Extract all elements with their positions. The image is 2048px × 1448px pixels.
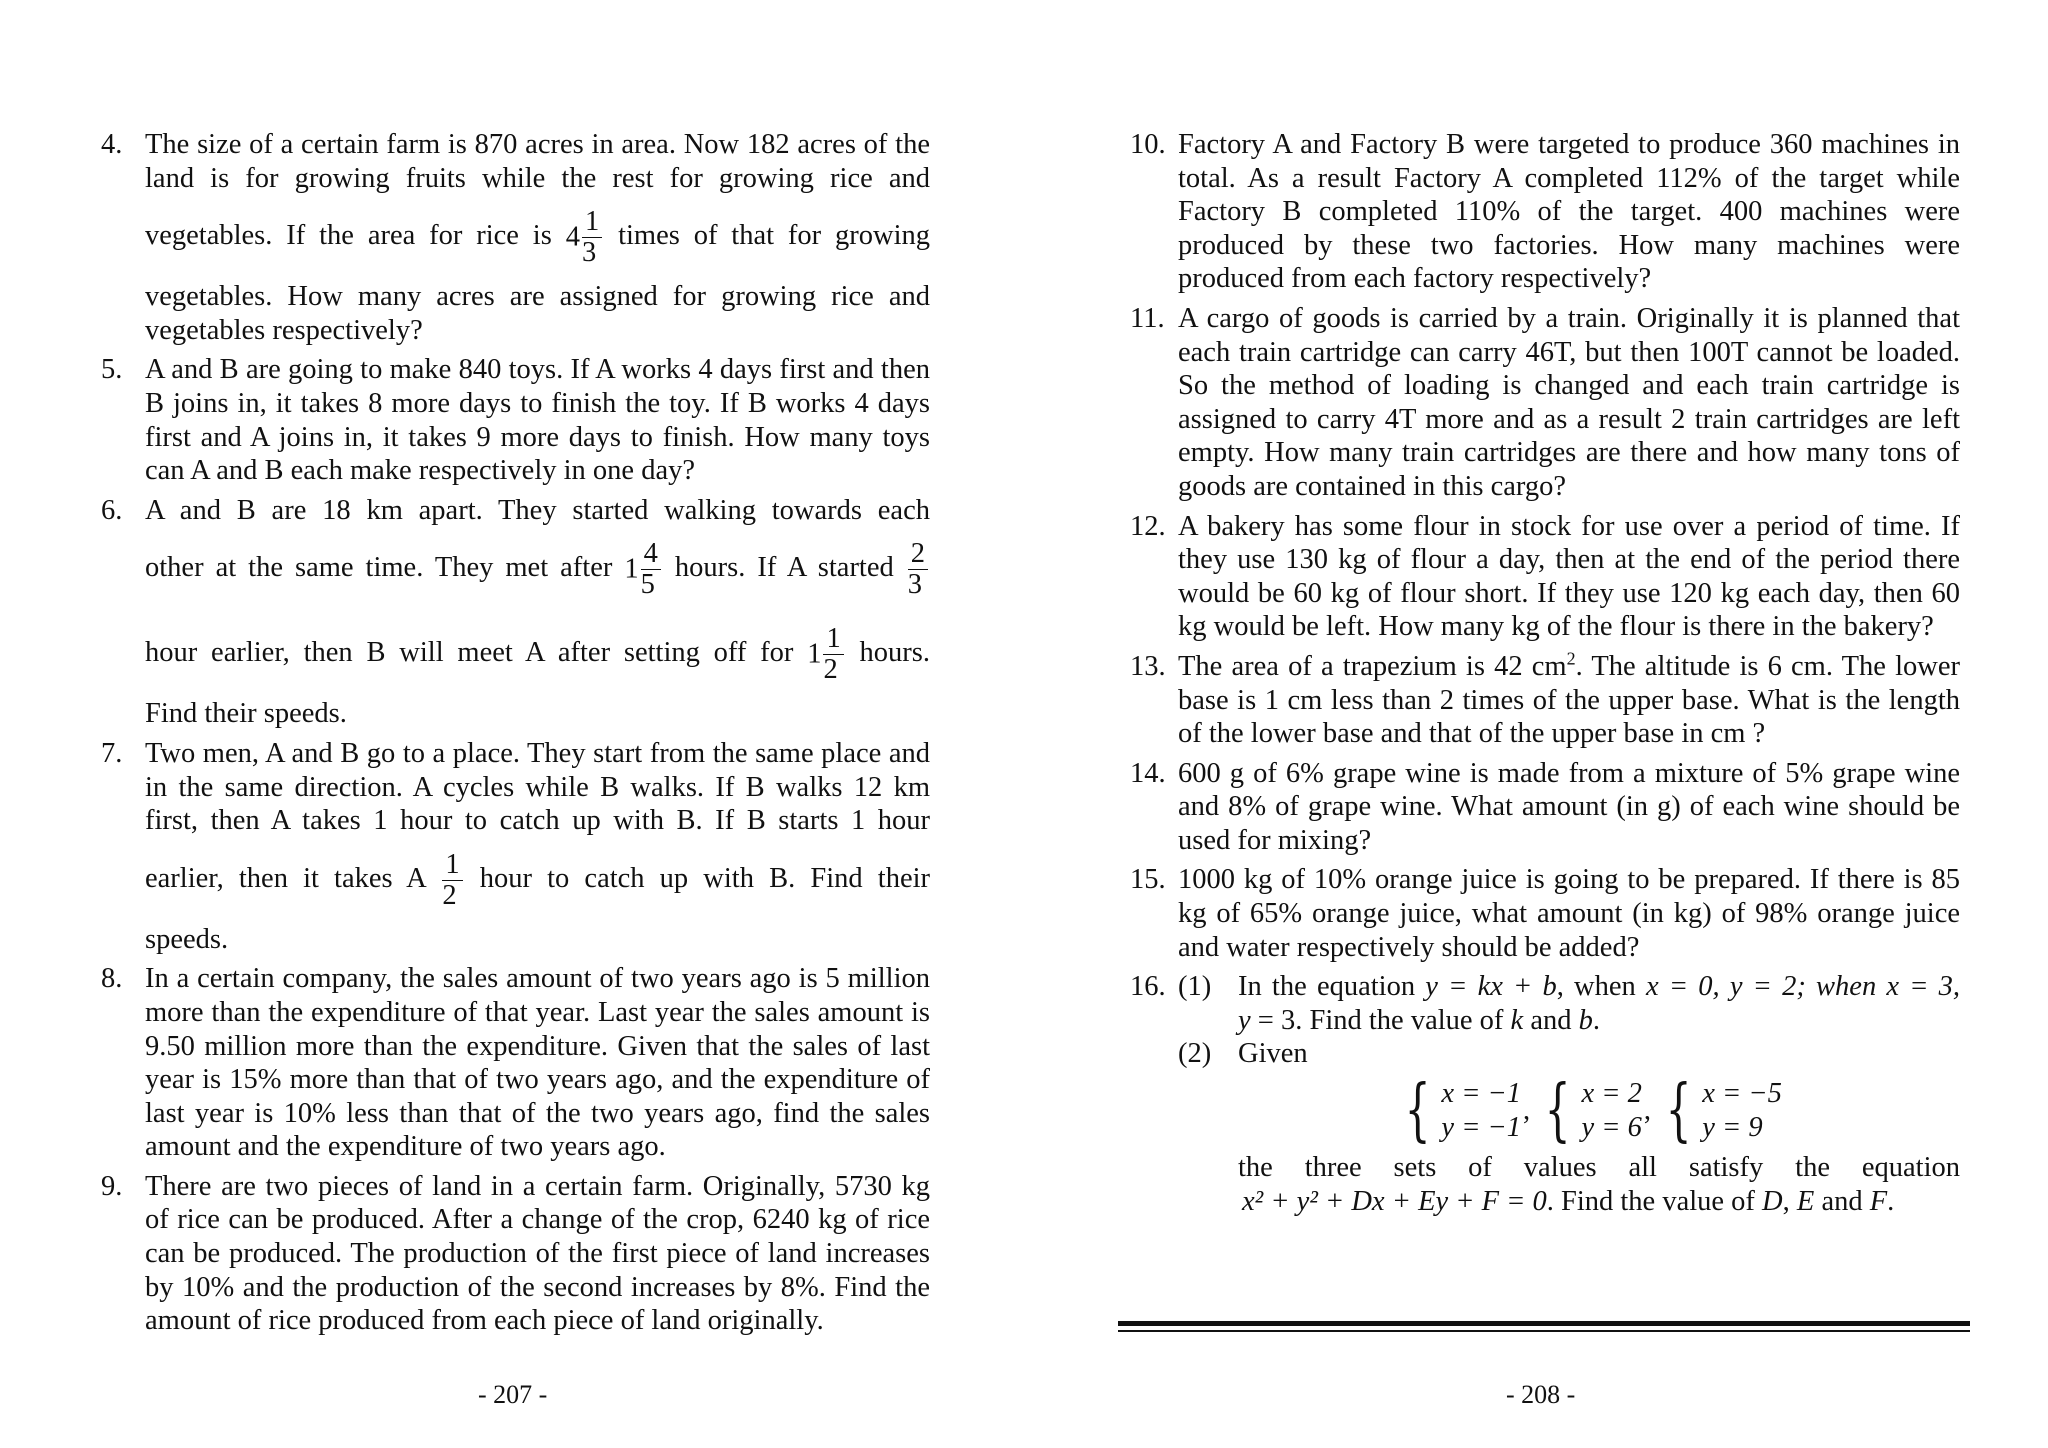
part-label: (1) <box>1178 971 1212 1003</box>
brace-icon: { <box>1544 1071 1571 1151</box>
variable: E <box>1796 1185 1815 1217</box>
brace-icon: { <box>1665 1071 1692 1151</box>
problem-text <box>1238 970 1960 1037</box>
fraction-denominator: 5 <box>640 569 655 601</box>
variable: k <box>1510 1004 1524 1036</box>
problem-16 <box>1130 970 1960 1218</box>
problem-text-part: A and B are 18 km apart. They started walking towards each <box>145 494 930 526</box>
problem-text: A cargo of goods is carried by a train. Originally it is planned that each train cartridge can carry 46T, but then 100T cannot be loaded. So the method of loading is changed and each train cartridge is assigned to carry 4T more and as a result 2 train cartridges are left empty. How many train cartridges are there and how many tons of goods are contained in this cargo? <box>1178 302 1960 502</box>
problem-number: 11. <box>1130 302 1165 334</box>
fraction <box>442 850 462 911</box>
page-number: - 208 - <box>1506 1380 1576 1409</box>
variable: F <box>1869 1185 1888 1217</box>
problem-number: 8. <box>101 963 123 995</box>
system-equation: y = 6 <box>1581 1112 1642 1144</box>
fraction-line <box>145 838 930 923</box>
problem-13 <box>1130 650 1960 751</box>
fraction <box>641 539 661 600</box>
fraction-numerator: 1 <box>442 850 462 881</box>
problem-text: A and B are going to make 840 toys. If A works 4 days first and then B joins in, it takes 8 more days to finish the toy. If B works 4 days first and A joins in, it takes 9 more days to finish. How many toys can A and B each make respectively in one day? <box>145 354 930 487</box>
comma: , <box>1523 1095 1531 1127</box>
problem-15 <box>1130 863 1960 964</box>
problem-text <box>145 494 930 731</box>
equation-system <box>1657 1071 1782 1151</box>
comma: , <box>1643 1095 1651 1127</box>
fraction-numerator: 2 <box>908 539 928 570</box>
problem-text <box>145 128 930 347</box>
problem-number: 9. <box>101 1170 123 1202</box>
problem-text-part: Find their speeds. <box>145 698 347 730</box>
problem-text-part: hours. <box>859 637 931 669</box>
problem-text-part: , when <box>1556 971 1636 1003</box>
superscript: 2 <box>1566 648 1576 669</box>
page-number: - 207 - <box>478 1380 548 1409</box>
variable: y <box>1238 1004 1251 1036</box>
fraction <box>908 539 928 600</box>
problem-number: 14. <box>1130 757 1166 789</box>
problem-text-part: = 3. Find the value of <box>1250 1004 1511 1036</box>
brace-icon: { <box>1404 1071 1431 1151</box>
problem-text <box>145 737 930 956</box>
equation: y = kx + b <box>1425 971 1557 1003</box>
problem-number: 6. <box>101 494 123 526</box>
problem-text <box>1178 650 1960 751</box>
problem-number: 16. <box>1130 971 1166 1003</box>
problem-number: 12. <box>1130 510 1166 542</box>
equation: x² + y² + Dx + Ey + F = 0 <box>1242 1185 1547 1217</box>
fraction-denominator: 3 <box>907 569 923 601</box>
right-page <box>1130 128 1960 1224</box>
problem-text-part: speeds. <box>145 923 229 955</box>
problem-text-part: times of that for growing <box>618 220 931 252</box>
fraction-line <box>145 527 930 612</box>
problem-6 <box>101 494 930 731</box>
problem-10 <box>1130 128 1960 296</box>
problem-line <box>1238 970 1960 1004</box>
problem-9 <box>101 1170 930 1338</box>
fraction-numerator: 1 <box>823 624 843 655</box>
problem-16-part-1 <box>1178 970 1960 1037</box>
problem-text-part: x = 0, y = 2; when x = 3, <box>1646 971 1961 1003</box>
problem-text-part: . <box>1592 1004 1600 1036</box>
problem-text: 600 g of 6% grape wine is made from a mixture of 5% grape wine and 8% of grape wine. What amount (in g) of each wine should be used for mixing? <box>1178 757 1960 856</box>
variable: b <box>1578 1004 1593 1036</box>
problem-text-part: and <box>1814 1185 1870 1217</box>
fraction-line <box>145 612 930 697</box>
system-equation: x = −1 <box>1441 1078 1522 1110</box>
problem-line <box>1238 1004 1960 1038</box>
problem-text-part: . Find the value of <box>1546 1185 1763 1217</box>
problem-number: 7. <box>101 737 123 769</box>
problem-text-part: other at the same time. They met after <box>145 552 613 584</box>
mixed-number-whole: 1 <box>807 639 822 671</box>
equation-systems <box>1178 1071 1960 1151</box>
problem-text-part: hours. If A started <box>674 552 894 584</box>
fraction-line <box>145 195 930 280</box>
problem-text-part: hour earlier, then B will meet A after setting off for <box>145 637 794 669</box>
problem-text-part: . The altitude is 6 cm. The lower base is 1 cm less than 2 times of the upper base. What is the length of the lower base and that of the upper base in cm ? <box>1178 650 1960 750</box>
fraction-numerator: 1 <box>582 207 602 238</box>
problem-text-part: The area of a trapezium is 42 cm <box>1178 650 1567 682</box>
problem-12 <box>1130 510 1960 644</box>
problem-text-part: Two men, A and B go to a place. They start from the same place and in the same direction. A cycles while B walks. If B walks 12 km first, then A takes 1 hour to catch up with B. If B starts 1 hour <box>145 737 930 837</box>
problem-16-conclusion <box>1178 1151 1960 1218</box>
problem-text-part: and <box>1523 1004 1579 1036</box>
problem-text: There are two pieces of land in a certain farm. Originally, 5730 kg of rice can be produced. After a change of the crop, 6240 kg of rice can be produced. The production of the first piece of land increases by 10% and the production of the second increases by 8%. Find the amount of rice produced from each piece of land originally. <box>145 1170 930 1337</box>
part-label: (2) <box>1178 1038 1212 1070</box>
fraction <box>582 207 602 268</box>
section-rule <box>1118 1321 1970 1326</box>
problem-number: 13. <box>1130 650 1166 682</box>
problem-number: 5. <box>101 354 123 386</box>
problem-text-part: earlier, then it takes A <box>145 862 426 894</box>
problem-text-part: hour to catch up with B. Find their <box>479 862 931 894</box>
problem-text-part: . <box>1887 1185 1895 1217</box>
problem-number: 10. <box>1130 129 1166 160</box>
problem-text-part: In the equation <box>1238 971 1416 1003</box>
system-equation: y = 9 <box>1702 1112 1763 1144</box>
problem-line <box>1238 1185 1960 1219</box>
problem-text-part: vegetables. If the area for rice is <box>145 220 552 252</box>
section-rule <box>1118 1330 1970 1332</box>
fraction-numerator: 4 <box>641 539 661 570</box>
system-equation: x = 2 <box>1581 1078 1642 1110</box>
fraction-denominator: 2 <box>823 654 838 686</box>
problem-text: 1000 kg of 10% orange juice is going to be prepared. If there is 85 kg of 65% orange juice, what amount (in kg) of 98% orange juice and water respectively should be added? <box>1178 864 1960 963</box>
problem-5 <box>101 353 930 487</box>
equation-system <box>1536 1071 1651 1151</box>
problem-text: A bakery has some flour in stock for use over a period of time. If they use 130 kg of flour a day, then at the end of the period there would be 60 kg of flour short. If they use 120 kg each day, then 60 kg would be left. How many kg of the flour is there in the bakery? <box>1178 510 1960 643</box>
problem-text-part: vegetables. How many acres are assigned for growing rice and vegetables respectively? <box>145 281 930 346</box>
problem-text-part: Given <box>1238 1038 1308 1070</box>
fraction <box>823 624 843 685</box>
problem-text: In a certain company, the sales amount of two years ago is 5 million more than the expenditure of that year. Last year the sales amount is 9.50 million more than the expenditure. Given that the sales of last year is 15% more than that of two years ago, and the expenditure of last year is 10% less than that of the two years ago, find the sales amount and the expenditure of two years ago. <box>145 963 930 1163</box>
problem-text-part: The size of a certain farm is 870 acres in area. Now 182 acres of the land is for growing fruits while the rest for growing rice and <box>145 129 930 194</box>
problem-8 <box>101 962 930 1164</box>
mixed-number-whole: 4 <box>565 221 580 253</box>
fraction-denominator: 2 <box>442 879 457 911</box>
problem-16-part-2 <box>1178 1037 1960 1071</box>
problem-7 <box>101 737 930 956</box>
problem-text-part: , <box>1782 1185 1797 1217</box>
system-equation: x = −5 <box>1702 1078 1782 1110</box>
mixed-number-whole: 1 <box>624 554 639 586</box>
problem-14 <box>1130 757 1960 858</box>
problem-11 <box>1130 302 1960 504</box>
problem-text-part: the three sets of values all satisfy the equation <box>1238 1152 1960 1184</box>
left-page <box>101 128 930 1344</box>
system-equation: y = −1 <box>1441 1112 1522 1144</box>
problem-number: 15. <box>1130 864 1166 896</box>
variable: D <box>1762 1185 1783 1217</box>
problem-4 <box>101 128 930 347</box>
problem-text: Factory A and Factory B were targeted to produce 360 machines in total. As a result Factory A completed 112% of the target while Factory B completed 110% of the target. 400 machines were produced by these two factories. How many machines were produced from each factory respectively? <box>1178 129 1960 295</box>
fraction-denominator: 3 <box>581 237 597 269</box>
problem-number: 4. <box>101 129 123 160</box>
equation-system <box>1396 1071 1531 1151</box>
